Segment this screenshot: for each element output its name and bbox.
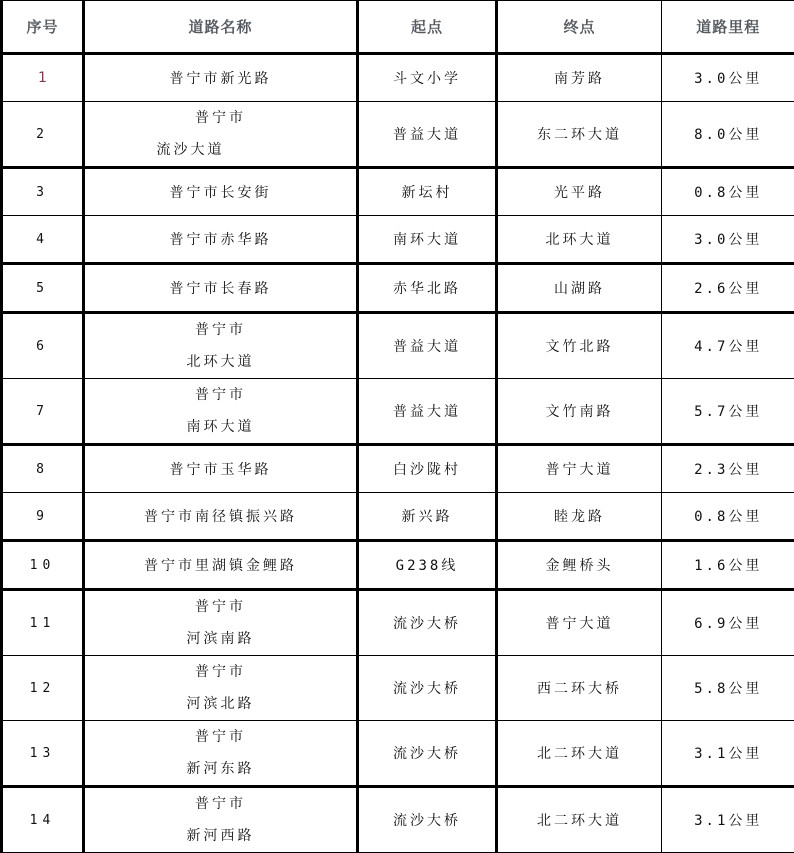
table-row	[2, 590, 794, 656]
road-name: 普宁市里湖镇金鲤路	[84, 541, 358, 590]
road-name: 普宁市长春路	[84, 264, 358, 313]
start-point: 普益大道	[358, 379, 497, 445]
row-index: 13	[2, 721, 84, 787]
end-point: 光平路	[497, 168, 662, 216]
road-length: 3.0公里	[662, 54, 794, 102]
start-point: 斗文小学	[358, 54, 497, 102]
road-name	[84, 379, 358, 445]
road-name-line2: 南环大道	[85, 411, 356, 443]
table-row	[2, 216, 794, 264]
start-point: 新兴路	[358, 493, 497, 541]
header-road-name: 道路名称	[84, 1, 358, 54]
road-name-line2: 新河西路	[85, 820, 356, 852]
road-name-line2: 流沙大道	[85, 134, 356, 166]
header-index: 序号	[2, 1, 84, 54]
row-index: 3	[2, 168, 84, 216]
row-index: 14	[2, 787, 84, 853]
table-row	[2, 54, 794, 102]
table-row	[2, 168, 794, 216]
row-index: 4	[2, 216, 84, 264]
road-length: 4.7公里	[662, 313, 794, 379]
road-length: 3.1公里	[662, 721, 794, 787]
start-point: 流沙大桥	[358, 787, 497, 853]
start-point: 南环大道	[358, 216, 497, 264]
road-length: 6.9公里	[662, 590, 794, 656]
road-length: 2.3公里	[662, 445, 794, 493]
row-index: 2	[2, 102, 84, 168]
end-point: 普宁大道	[497, 445, 662, 493]
start-point: G238线	[358, 541, 497, 590]
road-name-line1: 普宁市	[85, 721, 356, 753]
road-length: 1.6公里	[662, 541, 794, 590]
table-row	[2, 102, 794, 168]
road-name	[84, 656, 358, 721]
end-point: 金鲤桥头	[497, 541, 662, 590]
end-point: 文竹南路	[497, 379, 662, 445]
road-name-line2: 北环大道	[85, 346, 356, 378]
end-point: 北二环大道	[497, 721, 662, 787]
row-index: 5	[2, 264, 84, 313]
start-point: 流沙大桥	[358, 590, 497, 656]
end-point: 南芳路	[497, 54, 662, 102]
table-row	[2, 721, 794, 787]
table-row	[2, 445, 794, 493]
road-name: 普宁市南径镇振兴路	[84, 493, 358, 541]
table-row	[2, 379, 794, 445]
road-name-line1: 普宁市	[85, 656, 356, 688]
road-name	[84, 590, 358, 656]
road-name: 普宁市新光路	[84, 54, 358, 102]
road-name-line2: 新河东路	[85, 753, 356, 785]
road-length: 0.8公里	[662, 493, 794, 541]
road-name-line1: 普宁市	[85, 314, 356, 346]
road-name	[84, 787, 358, 853]
end-point: 北环大道	[497, 216, 662, 264]
road-length: 0.8公里	[662, 168, 794, 216]
road-name-line2: 河滨北路	[85, 688, 356, 720]
road-name	[84, 102, 358, 168]
table-row	[2, 264, 794, 313]
header-end-point: 终点	[497, 1, 662, 54]
row-index: 6	[2, 313, 84, 379]
end-point: 东二环大道	[497, 102, 662, 168]
road-length: 2.6公里	[662, 264, 794, 313]
row-index: 7	[2, 379, 84, 445]
road-name-line1: 普宁市	[85, 102, 356, 134]
road-name: 普宁市长安街	[84, 168, 358, 216]
header-start-point: 起点	[358, 1, 497, 54]
road-name	[84, 313, 358, 379]
table-row	[2, 313, 794, 379]
road-length: 5.8公里	[662, 656, 794, 721]
start-point: 赤华北路	[358, 264, 497, 313]
road-name: 普宁市赤华路	[84, 216, 358, 264]
header-road-length: 道路里程	[662, 1, 794, 54]
road-name-line1: 普宁市	[85, 379, 356, 411]
end-point: 睦龙路	[497, 493, 662, 541]
end-point: 西二环大桥	[497, 656, 662, 721]
row-index: 11	[2, 590, 84, 656]
end-point: 普宁大道	[497, 590, 662, 656]
road-length: 5.7公里	[662, 379, 794, 445]
table-row	[2, 493, 794, 541]
end-point: 文竹北路	[497, 313, 662, 379]
road-name-line2: 河滨南路	[85, 623, 356, 655]
start-point: 新坛村	[358, 168, 497, 216]
end-point: 北二环大道	[497, 787, 662, 853]
table-row	[2, 541, 794, 590]
start-point: 流沙大桥	[358, 721, 497, 787]
road-name: 普宁市玉华路	[84, 445, 358, 493]
table-header-row	[2, 1, 794, 54]
row-index: 8	[2, 445, 84, 493]
start-point: 流沙大桥	[358, 656, 497, 721]
table-row	[2, 787, 794, 853]
road-name-line1: 普宁市	[85, 591, 356, 623]
table-row	[2, 656, 794, 721]
road-name-line1: 普宁市	[85, 788, 356, 820]
start-point: 普益大道	[358, 313, 497, 379]
row-index: 12	[2, 656, 84, 721]
road-name	[84, 721, 358, 787]
start-point: 普益大道	[358, 102, 497, 168]
road-length: 3.0公里	[662, 216, 794, 264]
end-point: 山湖路	[497, 264, 662, 313]
start-point: 白沙陇村	[358, 445, 497, 493]
row-index: 9	[2, 493, 84, 541]
row-index: 10	[2, 541, 84, 590]
road-length: 3.1公里	[662, 787, 794, 853]
road-length: 8.0公里	[662, 102, 794, 168]
row-index: 1	[2, 54, 84, 102]
